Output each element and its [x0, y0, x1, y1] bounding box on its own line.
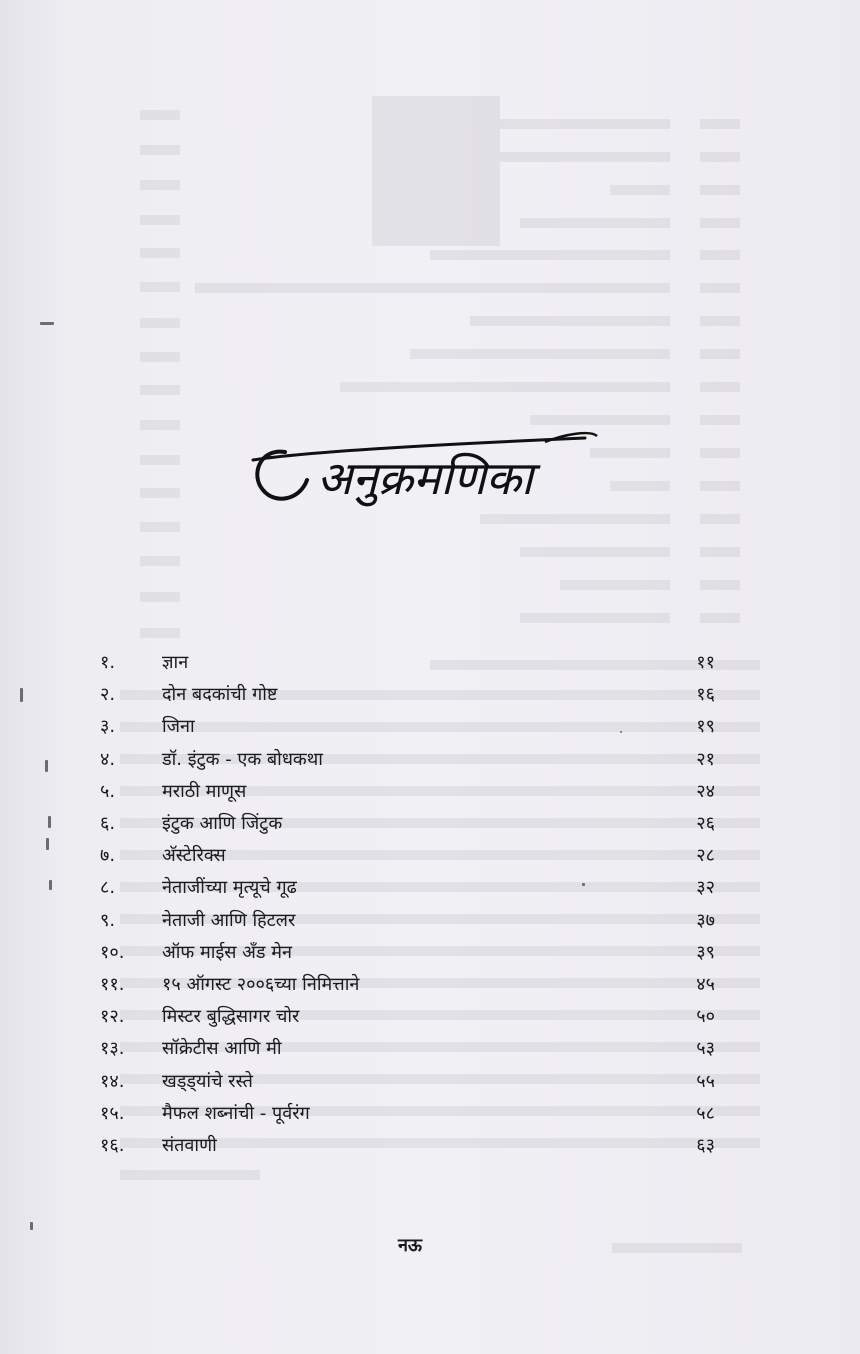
toc-entry-title: मिस्टर बुद्धिसागर चोर [162, 1006, 300, 1028]
toc-entry-number: २. [100, 684, 116, 706]
toc-entry [0, 843, 860, 873]
title-text: अनुक्रमणिका [317, 451, 533, 505]
toc-entry-page: १६ [696, 684, 715, 706]
toc-entry-title: दोन बदकांची गोष्ट [162, 684, 278, 706]
toc-entry-page: १९ [696, 716, 715, 738]
toc-entry-number: ८. [100, 877, 116, 899]
toc-entry-title: संतवाणी [162, 1135, 217, 1156]
toc-entry-page: २४ [696, 780, 715, 802]
toc-entry-number: १६. [100, 1135, 125, 1156]
toc-entry-title: नेताजींच्या मृत्यूचे गूढ [162, 877, 297, 899]
toc-entry-page: ५५ [696, 1070, 715, 1092]
toc-entry [0, 972, 860, 1002]
toc-entry-page: २१ [696, 748, 715, 770]
toc-entry [0, 747, 860, 777]
toc-entry-page: ५० [696, 1006, 715, 1028]
toc-entry-page: ६३ [696, 1135, 715, 1156]
toc-entry [0, 1004, 860, 1034]
toc-entry-title: मैफल शब्नांची - पूर्वरंग [162, 1102, 310, 1124]
toc-entry-number: ९. [100, 909, 116, 931]
toc-entry-page: ३९ [696, 941, 715, 963]
toc-entry-title: ऑफ माईस अँड मेन [162, 941, 293, 963]
toc-entry-title: डॉ. इंटुक - एक बोधकथा [162, 748, 323, 770]
margin-mark [20, 688, 23, 702]
margin-mark [30, 1222, 33, 1230]
toc-entry-page: ३२ [696, 877, 715, 899]
margin-mark [48, 816, 51, 828]
ink-speck [582, 883, 585, 886]
toc-entry-page: २६ [696, 813, 715, 834]
toc-entry [0, 714, 860, 744]
margin-mark [49, 880, 52, 890]
toc-entry [0, 1101, 860, 1131]
toc-entry-number: ३. [100, 716, 116, 738]
toc-entry-title: जिना [162, 716, 195, 738]
toc-entry [0, 875, 860, 905]
toc-entry-number: ५. [100, 780, 116, 802]
toc-entry-number: ४. [100, 748, 116, 770]
toc-entry-title: मराठी माणूस [162, 780, 247, 802]
toc-entry [0, 1133, 860, 1163]
toc-entry [0, 1069, 860, 1099]
toc-entry-number: ११. [100, 974, 125, 995]
toc-entry-page: ५३ [696, 1038, 715, 1060]
toc-entry-title: ज्ञान [162, 652, 189, 673]
toc-entry [0, 682, 860, 712]
toc-entry [0, 779, 860, 809]
toc-entry-page: ३७ [696, 909, 715, 931]
toc-entry-page: ५८ [696, 1102, 715, 1124]
toc-entry [0, 940, 860, 970]
toc-entry [0, 650, 860, 680]
toc-entry-title: सॉक्रेटीस आणि मी [162, 1038, 282, 1060]
margin-mark [40, 322, 54, 325]
margin-mark [45, 760, 48, 772]
page-number-footer: नऊ [397, 1235, 423, 1256]
toc-entry-title: इंटुक आणि जिंटुक [162, 813, 283, 834]
toc-entry-number: १३. [100, 1038, 125, 1060]
toc-entry-number: १०. [100, 941, 125, 963]
toc-entry-title: अ‍ॅस्टेरिक्स [162, 845, 226, 867]
toc-entry-number: १२. [100, 1006, 125, 1028]
toc-entry-number: ७. [100, 845, 116, 867]
toc-entry [0, 811, 860, 841]
toc-entry-page: ४५ [696, 974, 715, 995]
toc-entry [0, 1036, 860, 1066]
toc-entry [0, 908, 860, 938]
toc-entry-page: ११ [696, 652, 715, 673]
ink-speck [620, 731, 622, 733]
toc-entry-number: ६. [100, 813, 116, 834]
toc-entry-number: १४. [100, 1070, 125, 1092]
toc-entry-title: १५ ऑगस्ट २००६च्या निमित्ताने [162, 974, 360, 995]
toc-entry-title: खड्ड्यांचे रस्ते [162, 1070, 253, 1092]
toc-entry-page: २८ [696, 845, 715, 867]
toc-entry-title: नेताजी आणि हिटलर [162, 909, 296, 931]
margin-mark [46, 838, 49, 850]
toc-entry-number: १. [100, 652, 116, 673]
toc-entry-number: १५. [100, 1102, 125, 1124]
